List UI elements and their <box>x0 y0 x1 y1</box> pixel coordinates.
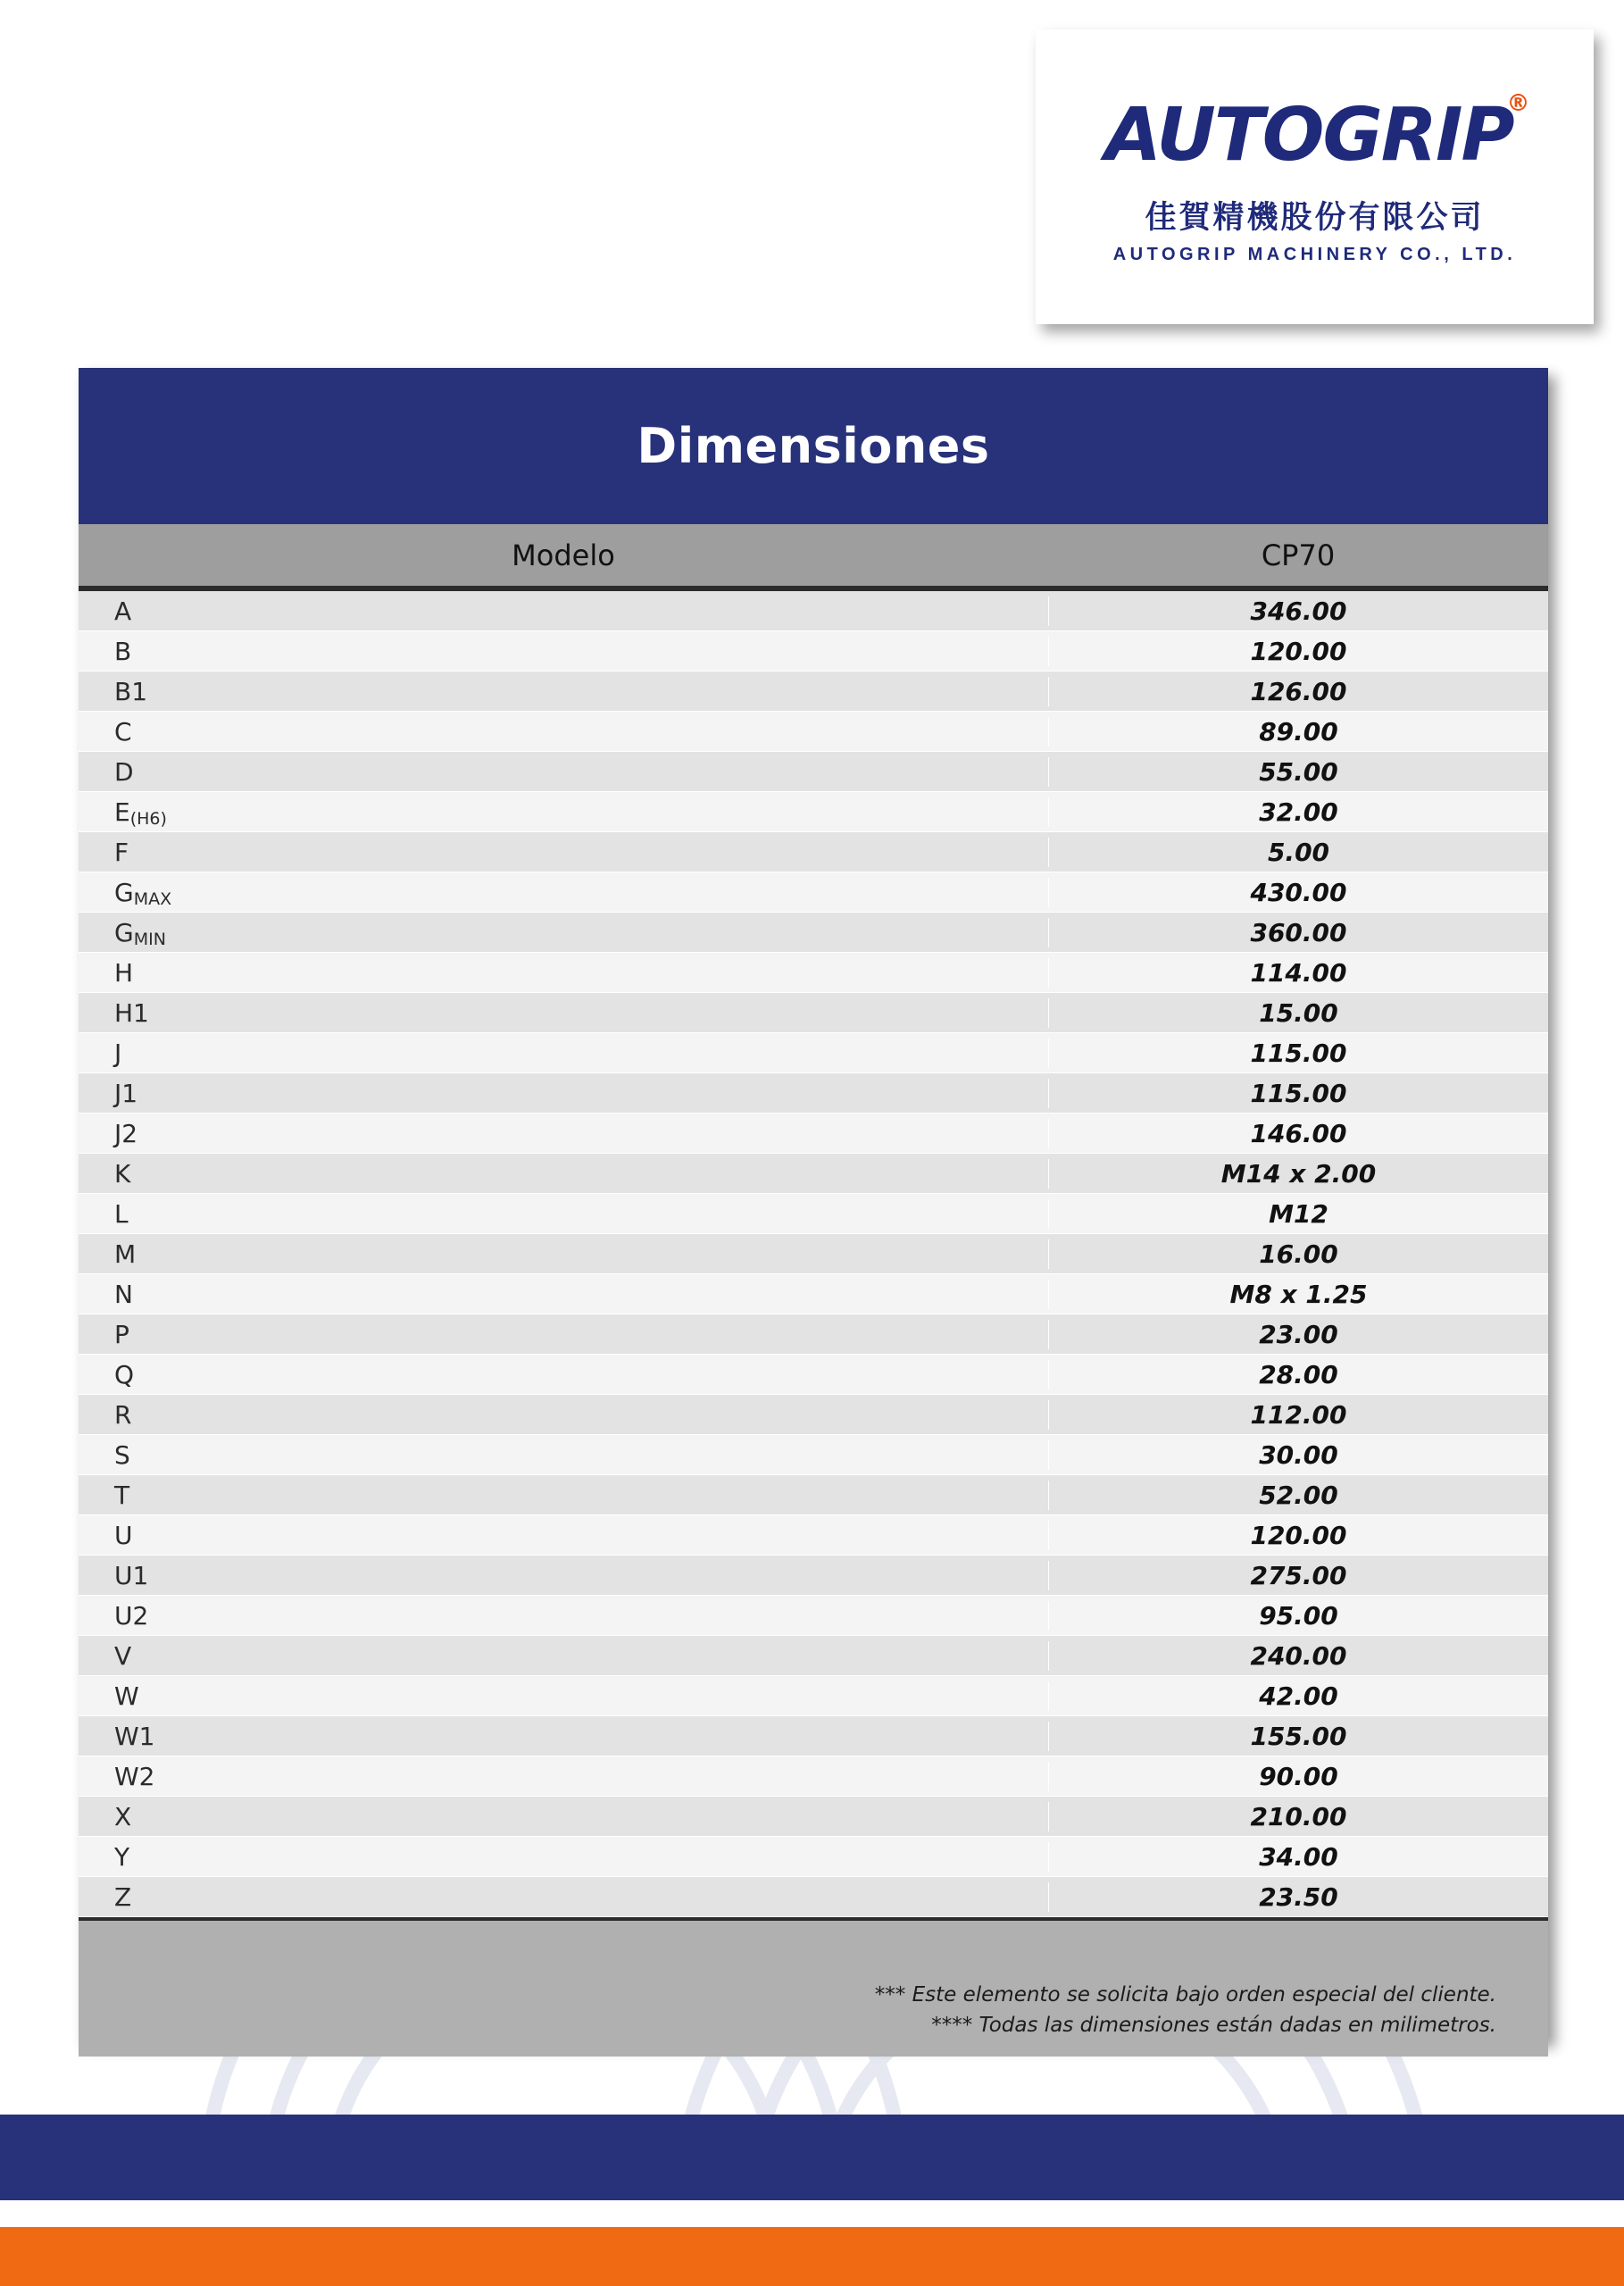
dimension-value: 240.00 <box>1048 1641 1548 1671</box>
dimension-value: 89.00 <box>1048 717 1548 747</box>
dimension-label-text: U1 <box>114 1560 149 1590</box>
dimension-value: M14 x 2.00 <box>1048 1159 1548 1189</box>
page-title: Dimensiones <box>79 368 1548 524</box>
note-line-2: **** Todas las dimensiones están dadas en milimetros. <box>931 2014 1496 2037</box>
table-row <box>79 1274 1548 1314</box>
dimension-label <box>79 1119 1048 1148</box>
table-row <box>79 953 1548 993</box>
dimension-label <box>79 1440 1048 1470</box>
dimension-label <box>79 1159 1048 1189</box>
table-row <box>79 1154 1548 1194</box>
dimension-label <box>79 958 1048 988</box>
dimension-label-text: W1 <box>114 1721 155 1751</box>
dimension-value: 114.00 <box>1048 958 1548 988</box>
dimension-value: 126.00 <box>1048 677 1548 706</box>
dimension-label <box>79 1802 1048 1831</box>
table-row <box>79 1596 1548 1636</box>
dimension-label-text: K <box>114 1158 131 1189</box>
dimension-value: 120.00 <box>1048 637 1548 666</box>
dimension-value: 42.00 <box>1048 1681 1548 1711</box>
table-row <box>79 1033 1548 1073</box>
dimension-value: 120.00 <box>1048 1521 1548 1550</box>
dimension-value: 16.00 <box>1048 1239 1548 1269</box>
table-row <box>79 792 1548 832</box>
dimension-label-text: B1 <box>114 676 148 706</box>
dimension-value: 112.00 <box>1048 1400 1548 1430</box>
dimension-label <box>79 717 1048 747</box>
dimensions-table-body <box>79 588 1548 1921</box>
logo-wordmark-text: AUTOGRIP <box>1104 93 1513 178</box>
dimension-label-text: U2 <box>114 1600 149 1631</box>
table-row <box>79 993 1548 1033</box>
dimension-value: 275.00 <box>1048 1561 1548 1590</box>
dimension-label <box>79 1400 1048 1430</box>
dimension-label <box>79 637 1048 666</box>
dimension-value: 155.00 <box>1048 1722 1548 1751</box>
dimension-value: 30.00 <box>1048 1440 1548 1470</box>
table-row <box>79 1234 1548 1274</box>
dimension-label-text: B <box>114 636 132 666</box>
dimension-label-text: R <box>114 1399 132 1430</box>
dimension-value: 90.00 <box>1048 1762 1548 1791</box>
dimension-label-text: D <box>114 756 134 787</box>
dimension-label <box>79 1199 1048 1229</box>
dimension-value: 115.00 <box>1048 1079 1548 1108</box>
dimension-label-subscript: MAX <box>133 889 172 909</box>
dimension-label-text: J <box>114 1038 122 1068</box>
table-row <box>79 1636 1548 1676</box>
dimension-label-text: L <box>114 1198 129 1229</box>
dimension-label-text: V <box>114 1640 132 1671</box>
logo-chinese-name: 佳賀精機股份有限公司 <box>1145 200 1485 236</box>
table-row <box>79 672 1548 712</box>
dimension-label-text: A <box>114 596 132 626</box>
dimension-label <box>79 597 1048 626</box>
dimension-label <box>79 1762 1048 1791</box>
dimension-label <box>79 1481 1048 1510</box>
dimension-value: 210.00 <box>1048 1802 1548 1831</box>
dimension-label-text: W <box>114 1681 139 1711</box>
dimension-label-text: F <box>114 837 129 867</box>
dimension-label <box>79 918 1048 947</box>
dimension-label-subscript: (H6) <box>129 808 167 829</box>
table-row <box>79 872 1548 913</box>
dimension-label <box>79 998 1048 1028</box>
table-row <box>79 712 1548 752</box>
registered-trademark-icon: ® <box>1506 90 1530 117</box>
table-row <box>79 1114 1548 1154</box>
logo-english-name: AUTOGRIP MACHINERY CO., LTD. <box>1112 245 1517 264</box>
dimension-label <box>79 1079 1048 1108</box>
dimension-value: 146.00 <box>1048 1119 1548 1148</box>
dimension-value: 23.50 <box>1048 1882 1548 1912</box>
dimension-label <box>79 1882 1048 1912</box>
dimension-label-text: S <box>114 1439 130 1470</box>
table-row <box>79 591 1548 631</box>
dimension-label-text: U <box>114 1520 133 1550</box>
column-header-model: Modelo <box>512 538 615 572</box>
footer-bar-white <box>0 2200 1624 2227</box>
company-logo <box>1036 29 1594 324</box>
table-row <box>79 1756 1548 1797</box>
table-row <box>79 1395 1548 1435</box>
dimension-value: 360.00 <box>1048 918 1548 947</box>
dimension-value: 55.00 <box>1048 757 1548 787</box>
note-line-1: *** Este elemento se solicita bajo orden especial del cliente. <box>874 1983 1496 2007</box>
dimensions-card <box>79 368 1548 2040</box>
dimension-label-text: J2 <box>114 1118 138 1148</box>
table-row <box>79 1475 1548 1515</box>
table-row <box>79 631 1548 672</box>
dimension-label <box>79 1239 1048 1269</box>
dimension-label-text: T <box>114 1480 130 1510</box>
table-row <box>79 832 1548 872</box>
dimension-label-text: H1 <box>114 997 149 1028</box>
table-row <box>79 1515 1548 1556</box>
dimension-label-text: M <box>114 1239 137 1269</box>
dimension-value: M8 x 1.25 <box>1048 1280 1548 1309</box>
dimension-value: 95.00 <box>1048 1601 1548 1631</box>
table-row <box>79 1676 1548 1716</box>
dimension-value: 52.00 <box>1048 1481 1548 1510</box>
table-row <box>79 913 1548 953</box>
dimension-label <box>79 838 1048 867</box>
dimension-value: 346.00 <box>1048 597 1548 626</box>
table-header-row <box>79 524 1548 588</box>
footer-bar-orange <box>0 2227 1624 2286</box>
dimension-label-text: N <box>114 1279 133 1309</box>
dimension-label-text: P <box>114 1319 129 1349</box>
dimension-value: 5.00 <box>1048 838 1548 867</box>
dimension-label-text: W2 <box>114 1761 155 1791</box>
dimension-value: M12 <box>1048 1199 1548 1229</box>
table-row <box>79 1877 1548 1917</box>
dimension-label <box>79 1039 1048 1068</box>
table-row <box>79 1194 1548 1234</box>
table-row <box>79 1837 1548 1877</box>
dimension-label-text: C <box>114 716 132 747</box>
table-row <box>79 1797 1548 1837</box>
dimension-label <box>79 1521 1048 1550</box>
table-row <box>79 1556 1548 1596</box>
dimension-label <box>79 1722 1048 1751</box>
dimension-value: 32.00 <box>1048 797 1548 827</box>
dimension-value: 23.00 <box>1048 1320 1548 1349</box>
dimension-label <box>79 878 1048 907</box>
dimension-label-text: G <box>114 877 134 907</box>
column-header-value: CP70 <box>1261 538 1336 572</box>
dimension-label-text: Z <box>114 1881 132 1912</box>
dimension-label <box>79 1320 1048 1349</box>
table-row <box>79 1073 1548 1114</box>
dimension-label <box>79 797 1048 827</box>
dimension-label <box>79 1641 1048 1671</box>
dimension-label <box>79 1842 1048 1872</box>
dimension-label <box>79 677 1048 706</box>
dimension-label-text: J1 <box>114 1078 138 1108</box>
dimension-label <box>79 1561 1048 1590</box>
dimension-label <box>79 1681 1048 1711</box>
footer-bar-blue <box>0 2115 1624 2201</box>
logo-wordmark <box>1104 88 1530 182</box>
table-row <box>79 1435 1548 1475</box>
table-row <box>79 1716 1548 1756</box>
dimension-value: 34.00 <box>1048 1842 1548 1872</box>
table-row <box>79 1314 1548 1355</box>
dimension-label-text: H <box>114 957 134 988</box>
dimension-label <box>79 1360 1048 1389</box>
dimension-value: 28.00 <box>1048 1360 1548 1389</box>
dimension-value: 15.00 <box>1048 998 1548 1028</box>
dimension-label-text: E <box>114 797 130 827</box>
dimension-label <box>79 1280 1048 1309</box>
dimension-value: 115.00 <box>1048 1039 1548 1068</box>
dimension-label-text: Q <box>114 1359 135 1389</box>
dimension-label <box>79 1601 1048 1631</box>
dimension-label-text: Y <box>114 1841 130 1872</box>
dimension-label <box>79 757 1048 787</box>
table-row <box>79 752 1548 792</box>
table-notes <box>79 1921 1548 2057</box>
dimension-label-text: G <box>114 917 134 947</box>
table-row <box>79 1355 1548 1395</box>
dimension-label-subscript: MIN <box>133 929 166 949</box>
dimension-value: 430.00 <box>1048 878 1548 907</box>
dimension-label-text: X <box>114 1801 132 1831</box>
